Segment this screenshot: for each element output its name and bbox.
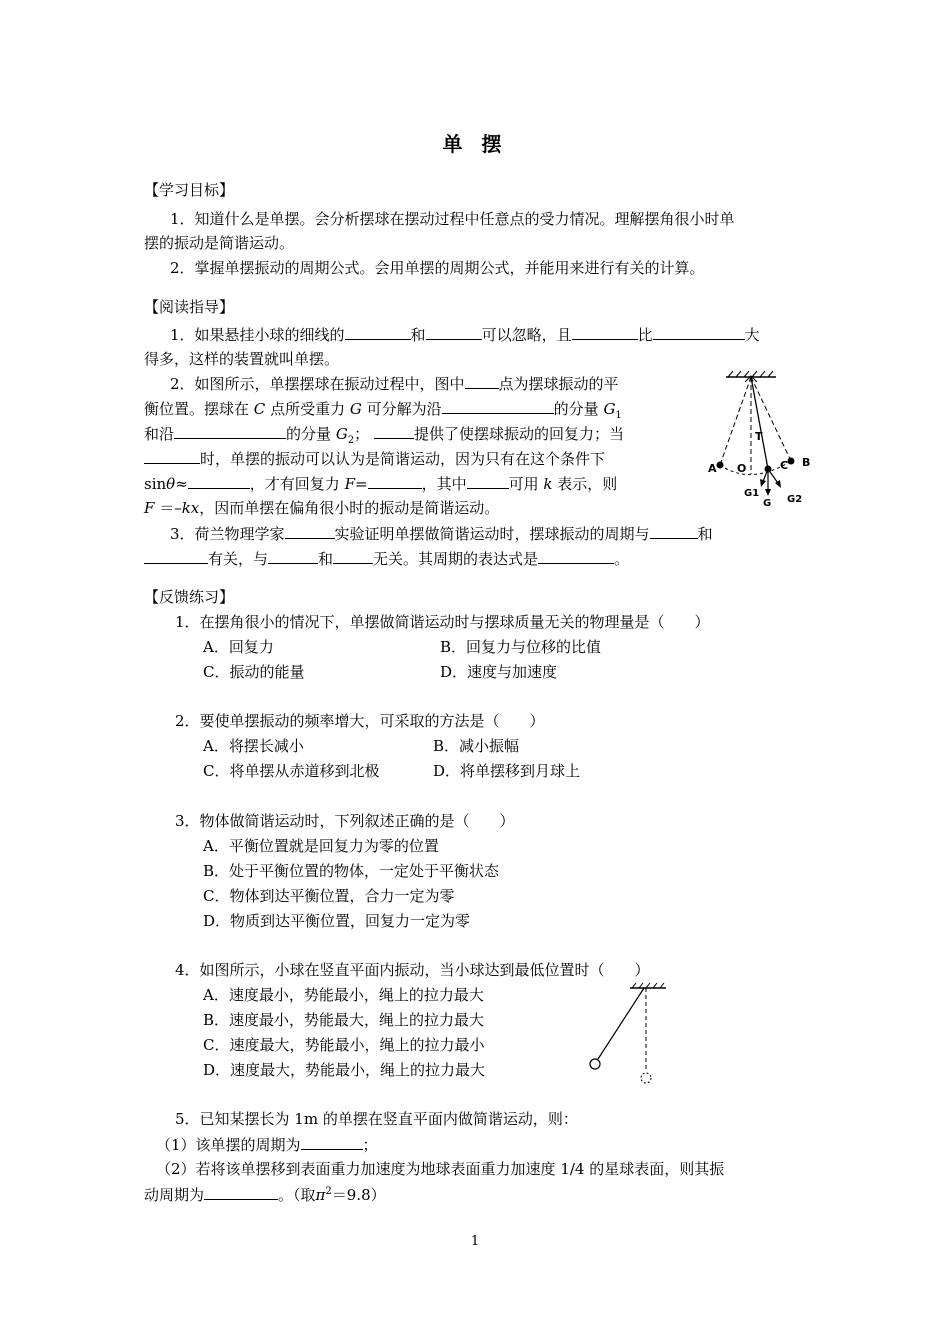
question-2-option-a[interactable]: A．将摆长减小 — [203, 737, 304, 755]
pendulum-force-diagram — [700, 368, 820, 508]
blank[interactable] — [333, 548, 373, 564]
page-number: 1 — [470, 1234, 480, 1249]
blank[interactable] — [538, 548, 614, 564]
label-g1: G1 — [744, 488, 760, 499]
reading-2-line-4: 时，单摆的振动可以认为是简谐运动，因为只有在这个条件下 — [144, 448, 605, 469]
reading-2-line-2: 衡位置。摆球在 C 点所受重力 G 可分解为沿 的分量 $G_1$ — [144, 400, 622, 421]
section-heading-practice: 【反馈练习】 — [144, 588, 235, 606]
question-3-option-b[interactable]: B．处于平衡位置的物体，一定处于平衡状态 — [203, 862, 500, 880]
blank[interactable] — [174, 423, 286, 439]
blank[interactable] — [465, 373, 499, 389]
question-4-stem: 4．如图所示，小球在竖直平面内振动，当小球达到最低位置时（ ） — [175, 961, 650, 979]
question-2-option-b[interactable]: B．减小振幅 — [433, 737, 520, 755]
question-4-option-b[interactable]: B．速度最小，势能最大，绳上的拉力最大 — [203, 1011, 485, 1029]
label-g: G — [763, 498, 772, 508]
question-2-stem: 2．要使单摆振动的频率增大，可采取的方法是（ ） — [175, 712, 545, 730]
label-b: B — [802, 456, 811, 469]
section-heading-objectives: 【学习目标】 — [144, 181, 235, 199]
swinging-pendulum-figure — [586, 982, 676, 1088]
blank[interactable] — [442, 398, 554, 414]
reading-1-line-1: 1．如果悬挂小球的细线的 和 可以忽略，且 比 大 — [170, 326, 760, 344]
blank[interactable] — [374, 423, 414, 439]
bob-position-b — [788, 458, 795, 465]
bob-position-a — [717, 462, 724, 469]
blank[interactable] — [650, 523, 698, 539]
label-g2: G2 — [787, 494, 803, 505]
question-4-option-c[interactable]: C．速度最大，势能最小，绳上的拉力最小 — [203, 1036, 485, 1054]
question-2-option-d[interactable]: D．将单摆移到月球上 — [433, 762, 581, 780]
question-4-option-d[interactable]: D．速度最大，势能最小，绳上的拉力最大 — [203, 1061, 486, 1079]
label-a: A — [708, 462, 717, 475]
question-5-part-1: （1）该单摆的周期为 ； — [156, 1136, 378, 1154]
question-5-stem: 5．已知某摆长为 1m 的单摆在竖直平面内做简谐运动，则： — [175, 1110, 578, 1128]
question-1-stem: 1．在摆角很小的情况下，单摆做简谐运动时与摆球质量无关的物理量是（ ） — [175, 613, 710, 631]
blank[interactable] — [301, 1134, 363, 1150]
reading-3-line-1: 3．荷兰物理学家 实验证明单摆做简谐运动时，摆球振动的周期与 和 — [170, 525, 713, 543]
question-1-option-a[interactable]: A．回复力 — [203, 638, 274, 656]
blank[interactable] — [426, 324, 482, 340]
blank[interactable] — [368, 473, 422, 489]
question-4-option-a[interactable]: A．速度最小，势能最小，绳上的拉力最大 — [203, 986, 484, 1004]
question-5-part-2: （2）若将该单摆移到表面重力加速度为地球表面重力加速度 1/4 的星球表面，则其振 — [156, 1160, 725, 1178]
question-3-option-d[interactable]: D．物质到达平衡位置，回复力一定为零 — [203, 912, 471, 930]
question-1-option-c[interactable]: C．振动的能量 — [203, 663, 305, 681]
blank[interactable] — [188, 473, 250, 489]
label-c: C — [780, 459, 789, 472]
blank[interactable] — [144, 448, 200, 464]
reading-2-line-3: 和沿 的分量 $G_2$； 提供了使摆球振动的回复力；当 — [144, 425, 624, 446]
section-heading-reading: 【阅读指导】 — [144, 298, 235, 316]
page-title: 单 摆 — [442, 132, 508, 156]
question-1-option-b[interactable]: B．回复力与位移的比值 — [440, 638, 602, 656]
question-2-option-c[interactable]: C．将单摆从赤道移到北极 — [203, 762, 380, 780]
blank[interactable] — [285, 523, 335, 539]
objective-2: 2．掌握单摆振动的周期公式。会用单摆的周期公式，并能用来进行有关的计算。 — [170, 259, 705, 277]
reading-2-line-1: 2．如图所示，单摆摆球在振动过程中，图中 点为摆球振动的平 — [170, 375, 619, 393]
question-5-part-2-cont: 动周期为 。（取$\pi^2=9.8$） — [144, 1186, 386, 1204]
question-3-option-c[interactable]: C．物体到达平衡位置，合力一定为零 — [203, 887, 455, 905]
pendulum-bob — [590, 1059, 600, 1069]
blank[interactable] — [345, 324, 411, 340]
blank[interactable] — [653, 324, 745, 340]
blank[interactable] — [467, 473, 509, 489]
pendulum-bob-lowest — [641, 1073, 651, 1083]
blank[interactable] — [572, 324, 638, 340]
question-3-stem: 3．物体做简谐运动时，下列叙述正确的是（ ） — [175, 812, 515, 830]
reading-2-line-6: F ＝–kx，因而单摆在偏角很小时的振动是简谐运动。 — [144, 499, 500, 517]
objective-1-line-1: 1．知道什么是单摆。会分析摆球在摆动过程中任意点的受力情况。理解摆角很小时单 — [170, 210, 735, 228]
label-t: T — [755, 430, 763, 443]
reading-3-line-2: 有关，与 和 无关。其周期的表达式是 。 — [144, 548, 629, 569]
label-o: O — [737, 462, 747, 475]
blank[interactable] — [268, 548, 318, 564]
question-1-option-d[interactable]: D．速度与加速度 — [440, 663, 558, 681]
reading-2-line-5: sinθ≈ ，才有回复力 F= ，其中 可用 k 表示，则 — [144, 475, 618, 493]
question-3-option-a[interactable]: A．平衡位置就是回复力为零的位置 — [203, 837, 439, 855]
reading-1-line-2: 得多，这样的装置就叫单摆。 — [144, 350, 340, 368]
blank[interactable] — [144, 548, 208, 564]
objective-1-line-2: 摆的振动是简谐运动。 — [144, 234, 295, 252]
blank[interactable] — [204, 1184, 278, 1200]
